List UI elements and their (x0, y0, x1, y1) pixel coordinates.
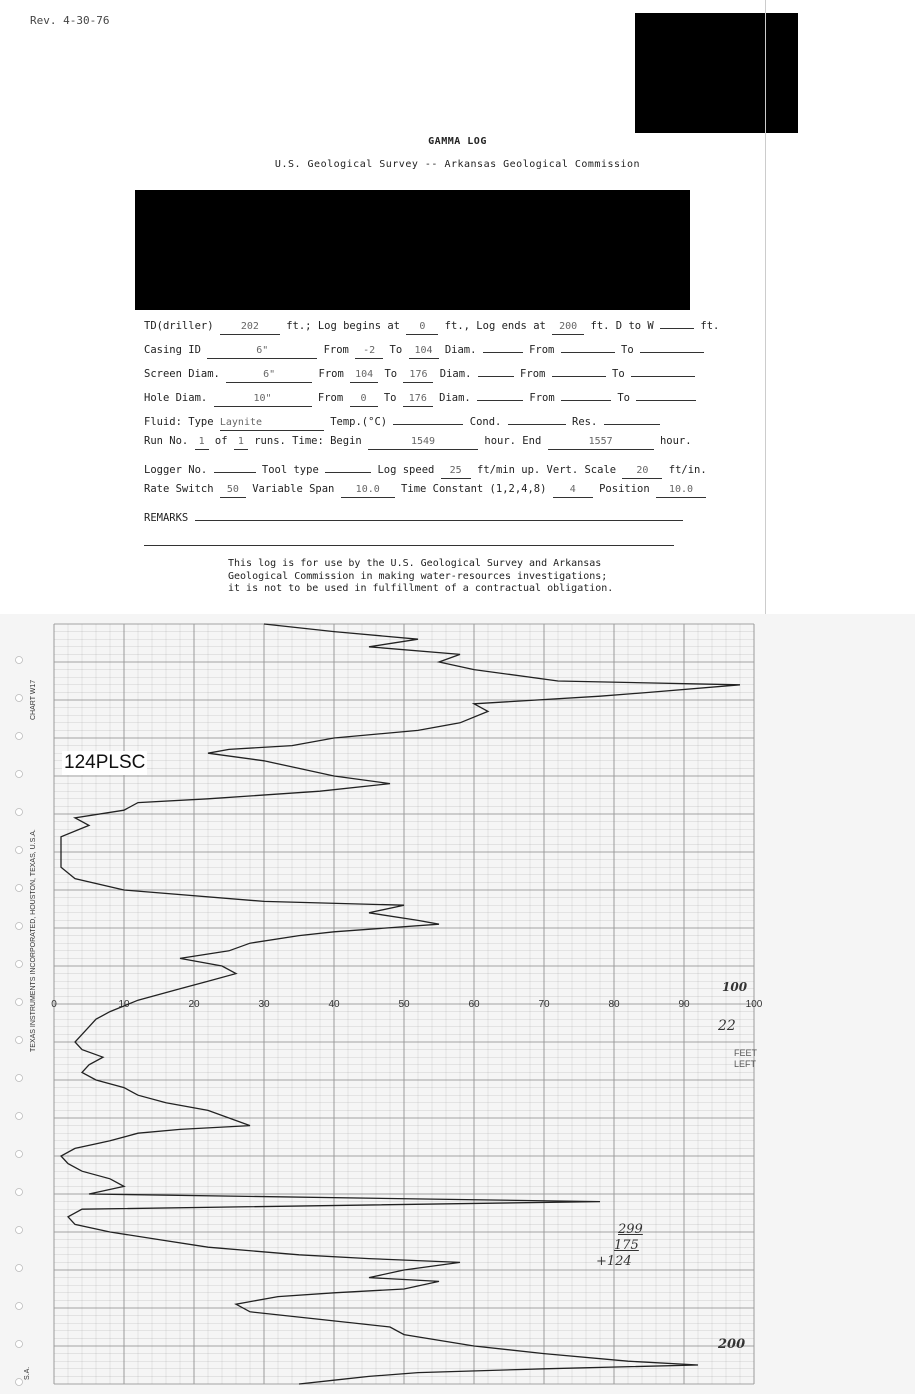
calc-line-1: 299 (618, 1222, 643, 1237)
screen-diam-label: Diam. (439, 368, 472, 380)
hole-to-label: To (383, 392, 397, 404)
td-label: TD(driller) (144, 320, 214, 332)
hole-field[interactable]: 10" (214, 393, 312, 407)
d-to-w-label: D to W (615, 320, 654, 332)
speed-unit: ft/min up. (477, 464, 541, 476)
screen-to2-label: To (612, 368, 625, 380)
scale-tick-label: 40 (328, 999, 340, 1010)
tc-field[interactable]: 4 (553, 484, 593, 498)
scale-tick-label: 90 (678, 999, 690, 1010)
form-row-hole (144, 387, 696, 403)
log-begins-field[interactable]: 0 (406, 321, 438, 335)
vscale-field[interactable]: 20 (622, 465, 662, 479)
span-field[interactable]: 10.0 (341, 484, 395, 498)
screen-field[interactable]: 6" (226, 369, 312, 383)
form-row-casing (144, 339, 704, 355)
log-ends-unit: ft. (590, 320, 610, 332)
fluid-label: Fluid: Type (144, 416, 214, 428)
redaction-block-header (135, 190, 690, 310)
calc-line-3: +124 (596, 1254, 632, 1269)
remarks-line-2 (144, 545, 674, 546)
log-ends-label: Log ends at (476, 320, 546, 332)
run-label: Run No. (144, 435, 189, 447)
revision-date: Rev. 4-30-76 (30, 14, 110, 27)
page-subtitle: U.S. Geological Survey -- Arkansas Geological Commission (274, 159, 641, 170)
sprocket-hole (16, 1075, 23, 1082)
td-unit: ft.; (286, 320, 312, 332)
sprocket-hole (16, 1151, 23, 1158)
casing-from2-label: From (529, 344, 555, 356)
depth-label-100: 100 (722, 980, 748, 994)
sprocket-hole (16, 1037, 23, 1044)
logger-label: Logger No. (144, 464, 208, 476)
form-row-rate (144, 483, 706, 499)
screen-from-field[interactable]: 104 (350, 369, 378, 383)
casing-to2-label: To (621, 344, 634, 356)
manufacturer-text: TEXAS INSTRUMENTS INCORPORATED, HOUSTON, TEXAS, U.S.A. (30, 829, 37, 1052)
casing-from2-field[interactable] (561, 339, 615, 353)
sprocket-hole (16, 1303, 23, 1310)
casing-field[interactable]: 6" (207, 345, 317, 359)
screen-to2-field[interactable] (631, 363, 695, 377)
sprocket-hole (16, 847, 23, 854)
sprocket-hole (16, 1265, 23, 1272)
page-title: GAMMA LOG (428, 136, 487, 147)
screen-from-label: From (318, 368, 344, 380)
log-begins-unit: ft., (444, 320, 470, 332)
tc-label: Time Constant (1,2,4,8) (401, 483, 547, 495)
form-row-td (144, 315, 719, 331)
form-row-run (144, 435, 692, 451)
chart-id: CHART W17 (30, 679, 37, 720)
casing-label: Casing ID (144, 344, 201, 356)
log-ends-field[interactable]: 200 (552, 321, 584, 335)
casing-to-field[interactable]: 104 (409, 345, 439, 359)
screen-to-field[interactable]: 176 (403, 369, 433, 383)
disclaimer-line-3: it is not to be used in fulfillment of a contractual obligation. (228, 583, 614, 594)
scale-tick-label: 20 (188, 999, 200, 1010)
casing-from-field[interactable]: -2 (355, 345, 383, 359)
disclaimer (228, 558, 613, 596)
gamma-log-chart (0, 600, 915, 1394)
scale-tick-label: 70 (538, 999, 550, 1010)
hour-end-label: hour. End (484, 435, 542, 447)
vscale-unit: ft/in. (668, 464, 707, 476)
casing-from-label: From (323, 344, 349, 356)
hole-from-label: From (317, 392, 344, 404)
time-begin-label: Time: Begin (292, 435, 362, 447)
form-row-screen (144, 363, 695, 379)
sprocket-hole (16, 1227, 23, 1234)
hole-from2-label: From (529, 392, 555, 404)
depth-label-200: 200 (718, 1337, 746, 1352)
remarks-label: REMARKS (144, 512, 189, 524)
sprocket-hole (16, 809, 23, 816)
of-label: of (214, 435, 228, 447)
sprocket-hole (16, 885, 23, 892)
tool-field[interactable] (325, 459, 371, 473)
position-field[interactable]: 10.0 (656, 484, 706, 498)
temp-field[interactable] (393, 411, 463, 425)
scale-tick-label: 30 (258, 999, 270, 1010)
screen-from2-label: From (520, 368, 546, 380)
remarks-field[interactable] (195, 507, 683, 521)
sample-stamp: 124PLSC (64, 752, 146, 773)
sprocket-hole (16, 1341, 23, 1348)
rate-label: Rate Switch (144, 483, 214, 495)
hole-to2-label: To (617, 392, 631, 404)
fluid-field[interactable]: Laynite (220, 417, 324, 431)
form-row-logger (144, 459, 707, 475)
hole-label: Hole Diam. (144, 392, 208, 404)
hole-from-field[interactable]: 0 (350, 393, 378, 407)
temp-label: Temp.(°C) (330, 416, 388, 428)
sprocket-hole (16, 923, 23, 930)
scale-tick-label: 10 (118, 999, 130, 1010)
hole-to2-field[interactable] (636, 387, 696, 401)
logger-field[interactable] (214, 459, 256, 473)
d-to-w-unit: ft. (700, 320, 720, 332)
hole-diam-field[interactable] (477, 387, 523, 401)
sprocket-hole (16, 961, 23, 968)
disclaimer-line-1: This log is for use by the U.S. Geological Survey and Arkansas (228, 558, 602, 569)
time-end-field[interactable]: 1557 (548, 436, 654, 450)
speed-field[interactable]: 25 (441, 465, 471, 479)
sprocket-hole (16, 771, 23, 778)
res-field[interactable] (604, 411, 660, 425)
runs-label: runs. (254, 435, 286, 447)
sprocket-hole (16, 999, 23, 1006)
casing-to-label: To (389, 344, 403, 356)
form-row-remarks (144, 507, 683, 523)
screen-to-label: To (384, 368, 398, 380)
redaction-block-top (635, 13, 798, 133)
left-label: LEFT (734, 1059, 757, 1069)
res-label: Res. (572, 416, 598, 428)
sprocket-hole (16, 1113, 23, 1120)
hole-to-field[interactable]: 176 (403, 393, 433, 407)
bottom-sa-text: S.A. (24, 1366, 31, 1380)
td-field[interactable]: 202 (220, 321, 280, 335)
feet-left-label (734, 1048, 757, 1070)
sprocket-hole (16, 733, 23, 740)
hour-label: hour. (659, 435, 692, 447)
vscale-label: Vert. Scale (546, 464, 617, 476)
scale-tick-label: 60 (468, 999, 480, 1010)
hand-calc (596, 1222, 643, 1270)
span-label: Variable Span (252, 483, 335, 495)
screen-label: Screen Diam. (144, 368, 220, 380)
sprocket-hole (16, 657, 23, 664)
log-form (144, 315, 720, 555)
d-to-w-field[interactable] (660, 315, 694, 329)
run-field[interactable]: 1 (195, 436, 209, 450)
sprocket-hole (16, 1189, 23, 1196)
cond-field[interactable] (508, 411, 566, 425)
scale-tick-label: 80 (608, 999, 620, 1010)
sprocket-hole (16, 1379, 23, 1386)
cond-label: Cond. (469, 416, 502, 428)
sprocket-hole (16, 695, 23, 702)
rate-field[interactable]: 50 (220, 484, 246, 498)
disclaimer-line-2: Geological Commission in making water-resources investigations; (228, 570, 608, 582)
hole-from2-field[interactable] (561, 387, 611, 401)
feet-label: FEET (734, 1048, 758, 1058)
casing-diam-field[interactable] (483, 339, 523, 353)
position-label: Position (599, 483, 650, 495)
scale-tick-label: 100 (745, 999, 763, 1010)
hand-note-22: 22 (718, 1018, 736, 1034)
time-begin-field[interactable]: 1549 (368, 436, 478, 450)
runs-total-field[interactable]: 1 (234, 436, 248, 450)
calc-line-2: 175 (614, 1238, 639, 1253)
screen-diam-field[interactable] (478, 363, 514, 377)
log-begins-label: Log begins at (317, 320, 401, 332)
speed-label: Log speed (377, 464, 435, 476)
scale-tick-label: 0 (51, 999, 57, 1010)
tool-label: Tool type (261, 464, 319, 476)
casing-to2-field[interactable] (640, 339, 704, 353)
casing-diam-label: Diam. (444, 344, 477, 356)
form-row-fluid (144, 411, 660, 427)
scale-tick-label: 50 (398, 999, 410, 1010)
screen-from2-field[interactable] (552, 363, 606, 377)
hole-diam-label: Diam. (439, 392, 471, 404)
